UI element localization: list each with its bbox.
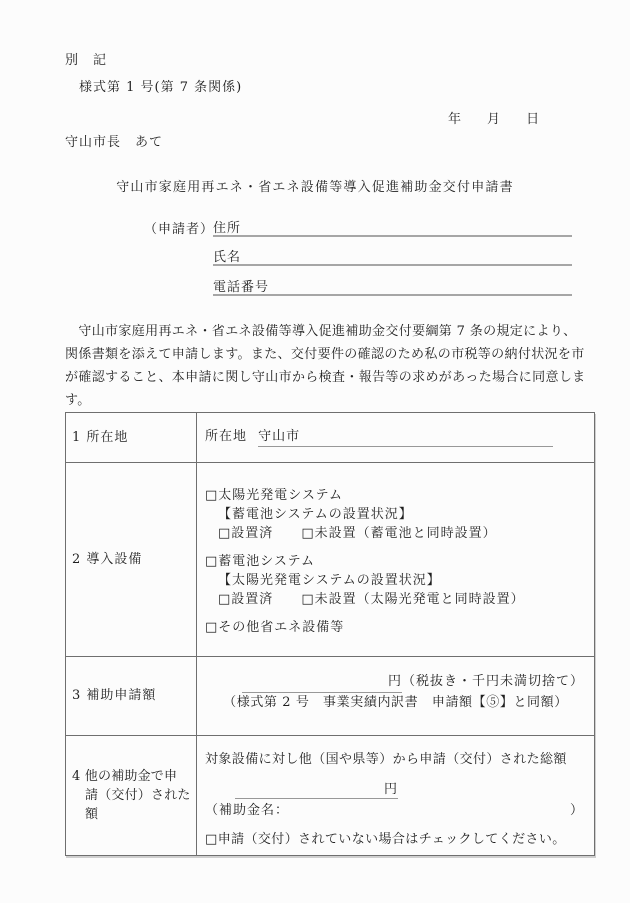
name-field[interactable] [213,249,572,266]
form-number: 様式第 1 号(第 7 条関係) [79,80,243,95]
other-subsidy-amount-unit: 円 [383,781,398,797]
not-applied-option[interactable] [205,831,586,849]
battery-sub-options [205,590,586,609]
location-input[interactable] [258,428,553,447]
subsidy-name-line [205,802,586,820]
location-field-label: 所在地 [205,429,248,445]
battery-option-label: 蓄電池システム [218,554,315,569]
amount-input[interactable] [242,672,402,693]
battery-installed-label: 設置済 [231,526,274,541]
other-equipment-group [205,618,586,637]
addressee: 守山市長 あて [65,135,164,150]
form-title: 守山市家庭用再エネ・省エネ設備等導入促進補助金交付申請書 [116,180,514,195]
solar-installed-option[interactable] [218,592,273,607]
amount-cell [197,657,595,736]
solar-installed-label: 設置済 [231,592,274,607]
date-spacer [461,112,487,127]
solar-not-installed-option[interactable] [301,592,524,607]
amount-unit: 円 [387,673,402,689]
checkbox-battery-icon[interactable]: □ [205,554,219,569]
paragraph-line: す。 [65,393,91,408]
table-row-location [66,413,595,463]
table-row-equipment [66,463,595,657]
other-equipment-option[interactable] [205,618,586,637]
row-header-equipment [66,463,197,657]
battery-sub-heading: 【太陽光発電システムの設置状況】 [218,573,441,588]
row-header-amount-label: 3 補助申請額 [72,688,157,704]
checkbox-solar-installed-icon[interactable]: □ [218,592,232,607]
checkbox-solar-icon[interactable]: □ [205,488,219,503]
location-cell [197,413,595,463]
checkbox-battery-installed-icon[interactable]: □ [218,526,232,541]
checkbox-battery-not-installed-icon[interactable]: □ [301,526,315,541]
other-subsidy-description: 対象設備に対し他（国や県等）から申請（交付）された総額 [205,751,567,767]
battery-not-installed-label: 未設置（蓄電池と同時設置） [314,526,497,541]
battery-installed-option[interactable] [218,526,273,541]
table-row-amount [66,657,595,736]
paragraph-line: 関係書類を添えて申請します。また、交付要件の確認のため私の市税等の納付状況を市 [65,347,585,362]
solar-sub-options [205,524,586,543]
checkbox-solar-not-installed-icon[interactable]: □ [301,592,315,607]
row-header-amount [66,657,197,736]
name-field-label: 氏名 [213,250,242,265]
not-applied-label: 申請（交付）されていない場合はチェックしてください。 [217,831,566,847]
other-subsidy-amount-line [235,782,586,799]
month-label: 月 [487,112,501,127]
row-header-other-subsidy-line: 額 [85,807,99,822]
applicant-label: （申請者） [144,222,215,237]
solar-group [205,486,586,543]
amount-suffix: （税抜き・千円未満切捨て） [401,673,584,689]
phone-field[interactable] [213,279,572,296]
row-header-equipment-label: 2 導入設備 [72,551,143,567]
attachment-note: 別 記 [65,53,108,68]
row-header-location-label: 1 所在地 [72,429,129,445]
row-header-other-subsidy [66,736,197,856]
year-label: 年 [448,112,462,127]
row-header-location [66,413,197,463]
row-header-other-subsidy-line: 4 他の補助金で申 [72,769,178,784]
solar-not-installed-label: 未設置（太陽光発電と同時設置） [314,592,525,607]
row-header-other-subsidy-line: 請（交付）された [85,788,191,803]
battery-option[interactable] [205,552,586,571]
location-value: 守山市 [258,429,301,445]
date-spacer [500,112,526,127]
battery-group [205,552,586,609]
body-paragraph [65,320,586,412]
table-row-other-subsidy [66,736,595,856]
address-field[interactable] [213,220,572,237]
checkbox-other-equipment-icon[interactable]: □ [205,620,219,635]
subsidy-name-label: （補助金名： [205,802,290,818]
subsidy-name-field[interactable] [205,802,289,820]
date-line [448,111,539,129]
paragraph-line: 守山市家庭用再エネ・省エネ設備等導入促進補助金交付要綱第 7 条の規定により、 [65,324,577,339]
solar-option[interactable] [205,486,586,505]
option-spacer [273,526,301,541]
solar-option-label: 太陽光発電システム [218,488,343,503]
solar-sub-heading: 【蓄電池システムの設置状況】 [218,507,413,522]
paragraph-line: が確認すること、本申請に関し守山市から検査・報告等の求めがあった場合に同意しま [65,370,586,385]
address-field-label: 住所 [213,221,242,236]
other-subsidy-amount-input[interactable] [235,782,398,799]
battery-not-installed-option[interactable] [301,526,496,541]
checkbox-not-applied-icon[interactable]: □ [205,831,218,847]
option-spacer [273,592,301,607]
other-equipment-label: その他省エネ設備等 [218,620,345,635]
other-subsidy-cell [197,736,595,856]
amount-line [205,672,586,693]
application-table [65,412,595,856]
subsidy-name-close-paren: ） [569,802,584,818]
equipment-cell [197,463,595,657]
phone-field-label: 電話番号 [213,280,270,295]
amount-note: （様式第 2 号 事業実績内訳書 申請額【⑤】と同額） [223,694,568,710]
day-label: 日 [526,112,540,127]
